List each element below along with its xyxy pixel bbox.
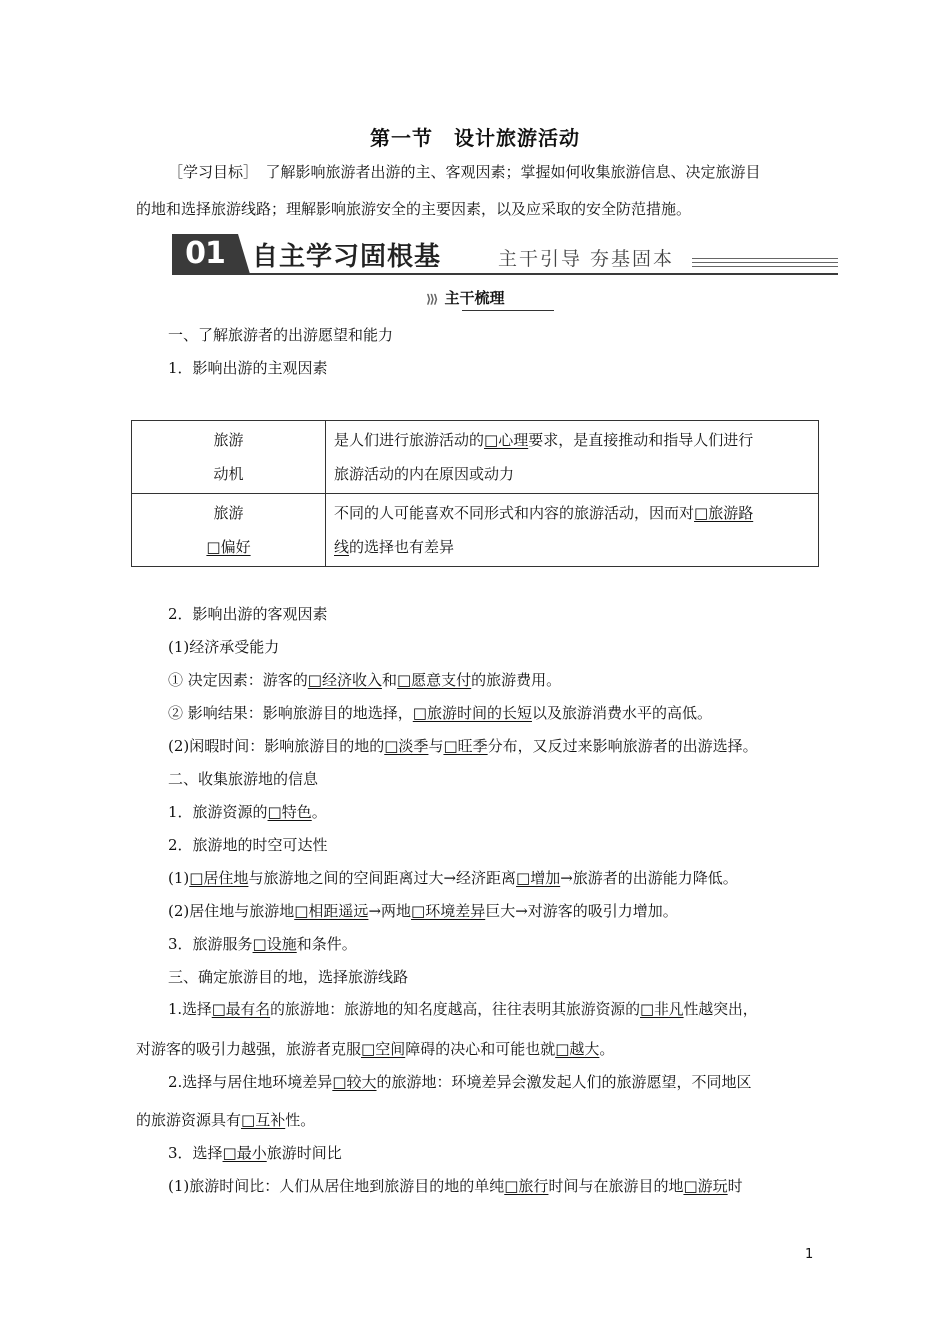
- table-row: [132, 494, 819, 567]
- table-key-text: 旅游: [213, 431, 244, 449]
- table-key-cell: [132, 494, 326, 567]
- fill-blank: □空间: [361, 1040, 406, 1058]
- part-heading-2: 二、收集旅游地的信息: [168, 770, 319, 788]
- text-line: 2.选择与居住地环境差异□较大的旅游地：环境差异会激发起人们的旅游愿望，不同地区: [168, 1073, 752, 1091]
- fill-blank: □互补: [241, 1111, 286, 1129]
- table-key-cell: [132, 421, 326, 494]
- fill-blank: □非凡: [640, 1001, 684, 1018]
- fill-blank: □较大: [332, 1073, 377, 1091]
- fill-blank: □旅游路: [694, 504, 754, 522]
- text-line: (2)居住地与旅游地□相距遥远→两地□环境差异巨大→对游客的吸引力增加。: [168, 902, 678, 920]
- table-text: 不同的人可能喜欢不同形式和内容的旅游活动，因而对: [334, 504, 695, 522]
- subheading-objective-factors: 2．影响出游的客观因素: [168, 605, 328, 623]
- banner-subtitle: 主干引导 夯基固本: [498, 248, 675, 270]
- fill-blank: □游玩: [683, 1177, 728, 1195]
- page-number: 1: [805, 1247, 814, 1262]
- text-line: 对游客的吸引力越强，旅游者克服□空间障碍的决心和可能也就□越大。: [136, 1040, 615, 1058]
- fill-blank: □相距遥远: [294, 902, 369, 920]
- banner-title: 自主学习固根基: [252, 242, 442, 272]
- fill-blank: □环境差异: [411, 902, 486, 920]
- text-line: 3．选择□最小旅游时间比: [168, 1144, 342, 1162]
- text-line: (1)旅游时间比：人们从居住地到旅游目的地的单纯□旅行时间与在旅游目的地□游玩时: [168, 1177, 743, 1195]
- fill-blank: □旅游时间的长短: [412, 704, 532, 722]
- banner-number: 01: [172, 234, 238, 274]
- fill-blank: □居住地: [189, 869, 249, 887]
- section-heading-label: 主干梳理: [444, 289, 505, 307]
- section-heading-underline: [462, 310, 554, 311]
- table-text: 旅游活动的内在原因或动力: [334, 465, 515, 483]
- text-line: 3．旅游服务□设施和条件。: [168, 935, 357, 953]
- banner-rule: [172, 273, 838, 275]
- banner-notch: [238, 234, 250, 274]
- fill-blank: □淡季: [384, 737, 429, 755]
- text-line: 的旅游资源具有□互补性。: [136, 1111, 316, 1129]
- fill-blank: □越大: [555, 1040, 600, 1058]
- part-heading-3: 三、确定旅游目的地，选择旅游线路: [168, 968, 409, 986]
- factor-table: [131, 420, 819, 567]
- fill-blank: □最小: [222, 1144, 267, 1162]
- text-line: (1)经济承受能力: [168, 638, 280, 656]
- fill-blank: □特色: [267, 803, 312, 821]
- section-heading: [426, 287, 554, 311]
- fill-blank: □经济收入: [307, 671, 382, 689]
- chevron-right-icon: ⟩⟩⟩: [426, 292, 437, 306]
- table-row: [132, 421, 819, 494]
- fill-blank: □最有名: [211, 1001, 271, 1018]
- table-key-text: 动机: [213, 465, 244, 483]
- text-line: ① 决定因素：游客的□经济收入和□愿意支付的旅游费用。: [168, 671, 562, 689]
- table-text: 是人们进行旅游活动的: [334, 431, 485, 449]
- fill-blank: □增加: [516, 869, 561, 887]
- table-text: 要求，是直接推动和指导人们进行: [528, 431, 754, 449]
- text-line: 1．旅游资源的□特色。: [168, 803, 327, 821]
- table-text: 的选择也有差异: [349, 538, 455, 556]
- part-heading-1: 一、了解旅游者的出游愿望和能力: [168, 326, 394, 344]
- table-key-text: 旅游: [213, 504, 244, 522]
- fill-blank: □旺季: [443, 737, 488, 755]
- banner-deco-line: [692, 262, 838, 263]
- table-value-cell: [326, 494, 819, 567]
- learning-objectives-line1: ［学习目标］ 了解影响旅游者出游的主、客观因素；掌握如何收集旅游信息、决定旅游目: [168, 163, 761, 181]
- table-value-cell: [326, 421, 819, 494]
- banner-deco-line: [692, 258, 838, 259]
- banner-deco-line: [692, 266, 838, 267]
- subheading-subjective-factors: 1．影响出游的主观因素: [168, 359, 328, 377]
- text-line: ② 影响结果：影响旅游目的地选择，□旅游时间的长短以及旅游消费水平的高低。: [168, 704, 712, 722]
- fill-blank: □旅行: [504, 1177, 549, 1195]
- fill-blank: □设施: [252, 935, 297, 953]
- text-line: 2．旅游地的时空可达性: [168, 836, 328, 854]
- page-title: 第一节 设计旅游活动: [370, 126, 580, 150]
- fill-blank: □偏好: [206, 538, 251, 556]
- fill-blank: □愿意支付: [396, 671, 472, 689]
- fill-blank: □心理: [484, 431, 529, 449]
- fill-blank: 线: [334, 538, 350, 556]
- text-line: (2)闲暇时间：影响旅游目的地的□淡季与□旺季分布，又反过来影响旅游者的出游选择。: [168, 737, 758, 755]
- text-line: 1.选择□最有名的旅游地：旅游地的知名度越高，往往表明其旅游资源的□非凡性越突出，: [168, 1001, 758, 1018]
- text-line: (1)□居住地与旅游地之间的空间距离过大→经济距离□增加→旅游者的出游能力降低。: [168, 869, 738, 887]
- learning-objectives-line2: 的地和选择旅游线路；理解影响旅游安全的主要因素，以及应采取的安全防范措施。: [136, 200, 692, 218]
